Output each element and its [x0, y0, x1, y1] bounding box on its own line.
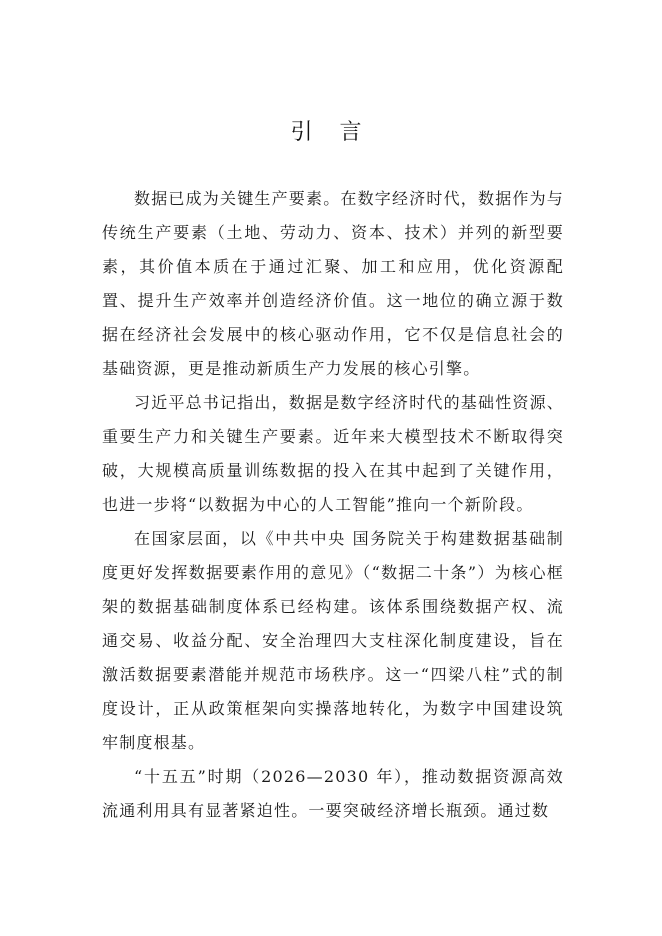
- paragraph-national-level: 在国家层面，以《中共中央 国务院关于构建数据基础制度更好发挥数据要素作用的意见》（“数据二十条”）为核心框架的数据基础制度体系已经构建。该体系围绕数据产权、流通交易、收益分配、安全治理四大支柱深化制度建设，旨在激活数据要素潜能并规范市场秩序。这一“四梁八柱”式的制度设计，正从政策框架向实操落地转化，为数字中国建设筑牢制度根基。: [102, 529, 564, 752]
- document-body: [102, 182, 564, 828]
- paragraph-xi-jinping-quote: 习近平总书记指出，数据是数字经济时代的基础性资源、重要生产力和关键生产要素。近年来大模型技术不断取得突破，大规模高质量训练数据的投入在其中起到了关键作用，也进一步将“以数据为中心的人工智能”推向一个新阶段。: [102, 393, 565, 514]
- page-title: 引 言: [290, 120, 372, 145]
- paragraph-15th-five-year-plan: “十五五”时期（2026—2030 年），推动数据资源高效流通利用具有显著紧迫性。一要突破经济增长瓶颈。通过数: [102, 767, 564, 820]
- paragraph-data-as-production-factor: 数据已成为关键生产要素。在数字经济时代，数据作为与传统生产要素（土地、劳动力、资本、技术）并列的新型要素，其价值本质在于通过汇聚、加工和应用，优化资源配置、提升生产效率并创造经济价值。这一地位的确立源于数据在经济社会发展中的核心驱动作用，它不仅是信息社会的基础资源，更是推动新质生产力发展的核心引擎。: [102, 189, 565, 378]
